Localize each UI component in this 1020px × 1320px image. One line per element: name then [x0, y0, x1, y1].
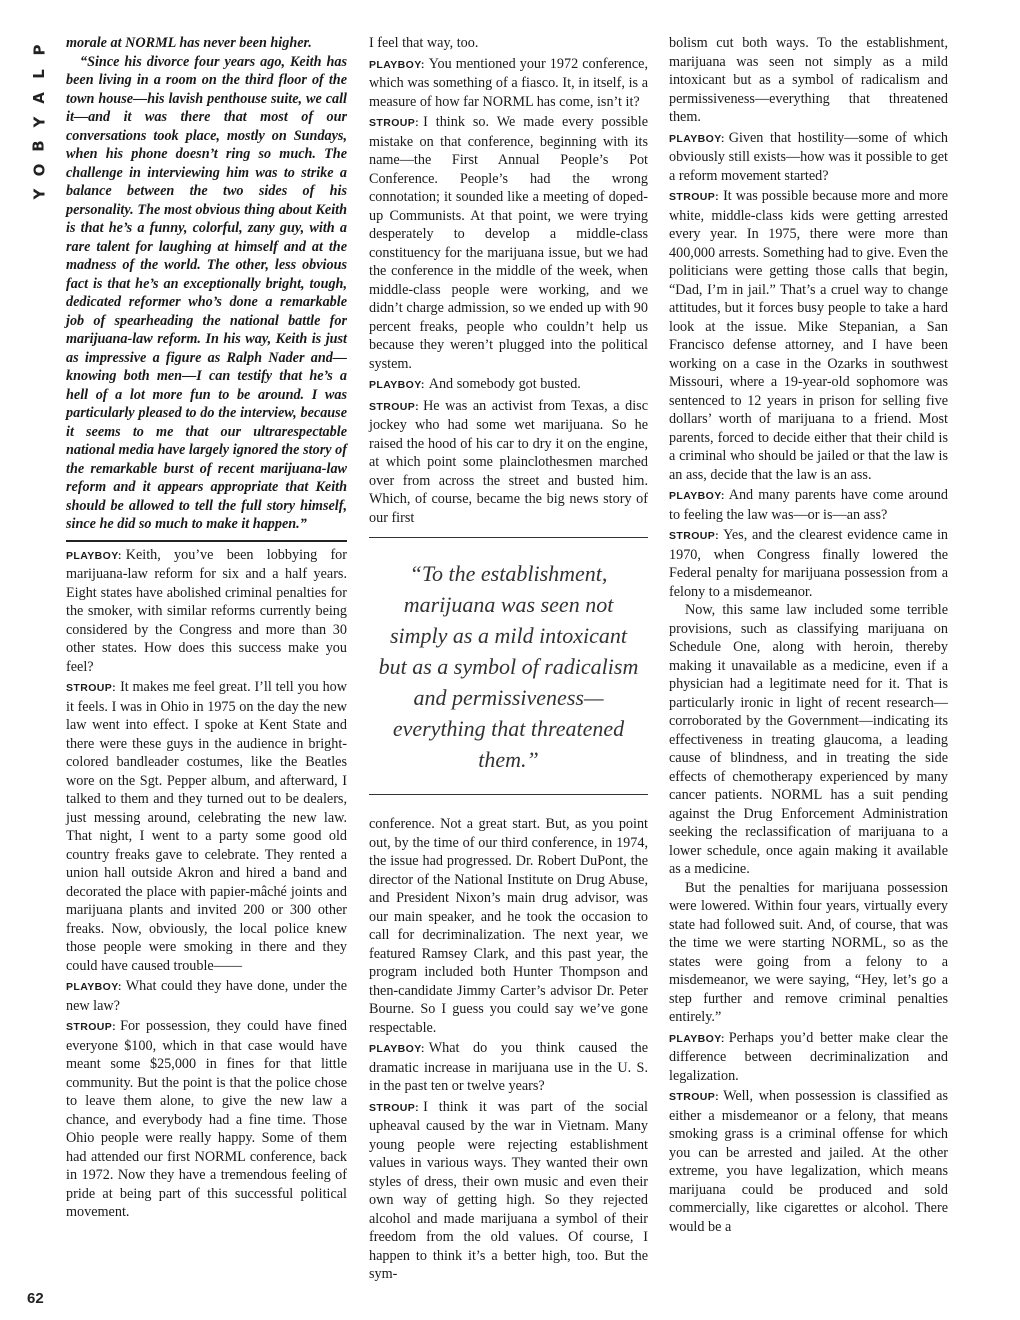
body-paragraph: But the penalties for marijuana possession were lowered. Within four years, virtually every state had followed suit. And, of course, that was the time we were starting NORML, so as the states were going from a felony to a misdemeanor, we were saying, “Hey, let’s go a step further and remove criminal penalties entirely.” [669, 879, 948, 1025]
side-tag-letter: O [29, 163, 48, 177]
intro-paragraph: morale at NORML has never been higher. [66, 35, 312, 51]
interview-answer: STROUP: Well, when possession is classified as either a misdemeanor or a felony, that means smoking grass is a criminal offense for which you can be arrested and jailed. At the other extreme, you have legalization, which means marijuana could be produced and sold commercially, like cigarettes or alcohol. There would be a [669, 1088, 948, 1235]
page-number: 62 [27, 1290, 44, 1307]
interview-question: PLAYBOY: What do you think caused the dramatic increase in marijuana use in the U. S. in the past ten or twelve years? [369, 1040, 648, 1094]
interview-question: PLAYBOY: And somebody got busted. [369, 376, 581, 392]
speaker-label: PLAYBOY: [66, 549, 122, 562]
column-1 [66, 34, 347, 1222]
speaker-label: PLAYBOY: [669, 1032, 725, 1045]
interview-question: PLAYBOY: Given that hostility—some of which obviously still exists—how was it possible to get a reform movement started? [669, 129, 948, 184]
side-tag-letter: P [30, 44, 48, 56]
section-divider [66, 540, 347, 542]
speaker-label: STROUP: [669, 191, 720, 203]
speaker-label: STROUP: [369, 400, 420, 413]
intro-paragraph: “Since his divorce four years ago, Keith has been living in a room on the third floor of the town house—his lavish penthouse suite, we call it—and it was there that most of our conversations took place, mostly on Sundays, when his phone doesn’t ring so much. The challenge in interviewing him was to strike a balance between the two sides of his personality. The most obvious thing about Keith is that he’s a funny, colorful, zany guy, with a rare talent for laughing at himself and at the madness of the world. The other, less obvious fact is that he’s an exceptionally bright, tough, dedicated reformer who’s done a remarkable job of spearheading the national battle for marijuana-law reform. In his way, Keith is just as impressive a figure as Ralph Nader and—knowing both men—I can testify that he’s a hell of a lot more fun to be around. I was particularly pleased to do the interview, because it seems to me that our ultrarespectable national media have largely ignored the story of the remarkable burst of recent marijuana-law reform and it appears appropriate that Keith should be allowed to tell the full story himself, since he did so much to make it happen.” [66, 53, 347, 532]
interview-question: PLAYBOY: You mentioned your 1972 conference, which was something of a fiasco. It, in itself, is a measure of how far NORML has come, isn’t it? [369, 55, 648, 110]
speaker-label: STROUP: [669, 1091, 720, 1103]
pull-quote [369, 537, 648, 795]
interview-answer: STROUP: It makes me feel great. I’ll tell you how it feels. I was in Ohio in 1975 on the day the new law went into effect. I spoke at Kent State and there were these guys in the audience in bright-colored bandleader costumes, like the Beatles wore on the Sgt. Pepper album, and afterward, I talked to them and they turned out to be dealers, just messing around, celebrating the new law. That night, I went to a party some good old country freaks gave to celebrate. They rented a union hall outside Akron and hired a band and decorated the place with papier-mâché joints and marijuana plants and invited 200 or 300 other freaks. Now, obviously, the local police knew those people were smoking in there and they could have caused trouble—— [66, 679, 347, 974]
speaker-label: PLAYBOY: [369, 379, 425, 391]
interview-answer: STROUP: It was possible because more and more white, middle-class kids were getting arrested every year. In 1975, there were more than 400,000 arrests. Something had to give. Even the politicians were getting those calls that begin, “Dad, I’m in jail.” That’s a cruel way to change attitudes, but it forces busy people to take a hard look at the issue. Mike Stepanian, a San Francisco defense attorney, and I have been working on a case in the Ozarks in southwest Missouri, where a 19-year-old sophomore was sentenced to 12 years in prison for selling five dollars’ worth of marijuana to a friend. Most parents, forced to decide either that their child is a criminal who should be jailed or that the law is an ass, decide that the law is an ass. [669, 188, 948, 483]
speaker-label: PLAYBOY: [66, 981, 122, 993]
speaker-label: PLAYBOY: [369, 1043, 425, 1055]
body-paragraph: bolism cut both ways. To the establishment, marijuana was seen not simply as a mild intoxicant but as a symbol of radicalism and permissiveness—everything that threatened them. [669, 35, 948, 125]
side-tag-letter: Y [30, 188, 48, 200]
interview-answer: STROUP: For possession, they could have fined everyone $100, which in that case would have meant some $25,000 in fines for that little community. But the point is that the police chose to leave them alone, to give the new law a chance, and everybody had a fine time. Those Ohio people were really happy. Some of them had attended our first NORML conference, back in 1972. Now they have a tremendous feeling of pride at being part of this successful political movement. [66, 1018, 347, 1220]
interview-question: PLAYBOY: And many parents have come around to feeling the law was—or is—an ass? [669, 487, 948, 523]
interview-answer: STROUP: He was an activist from Texas, a disc jockey who had some wet marijuana. So he raised the hood of his car to dry it on the engine, at which point some plainclothesmen marched over from across the street and busted him. Which, of course, became the big news story of our first [369, 397, 648, 526]
body-paragraph: Now, this same law included some terrible provisions, such as classifying marijuana on Schedule One, along with heroin, thereby making it unavailable as a medicine, even if a physician had a legitimate need for it. That is particularly ironic in light of recent research—corroborated by the Government—indicating its effectiveness in treating glaucoma, a leading cause of blindness, and in treating the side effects of chemotherapy experienced by many cancer patients. NORML has a suit pending against the Drug Enforcement Administration seeking the reclassification of marijuana to a lower schedule, once again making it available as a medicine. [669, 602, 948, 877]
speaker-label: STROUP: [66, 682, 117, 694]
magazine-side-tag [26, 38, 50, 206]
column-2-top [369, 34, 648, 527]
speaker-label: PLAYBOY: [669, 132, 725, 145]
interview-question: PLAYBOY: Perhaps you’d better make clear the difference between decriminalization and legalization. [669, 1029, 948, 1084]
column-2-bottom [369, 815, 648, 1284]
side-tag-letter: L [30, 69, 48, 79]
interview-question: PLAYBOY: Keith, you’ve been lobbying for marijuana-law reform for six and a half years. Eight states have abolished criminal penalties for the smoker, with similar reforms currently being considered by the Congress and more than 30 other states. How does this success make you feel? [66, 546, 347, 675]
speaker-label: STROUP: [369, 117, 420, 129]
side-tag-letter: A [29, 92, 48, 104]
body-paragraph: conference. Not a great start. But, as you point out, by the time of our third conference, in 1974, the issue had progressed. Dr. Robert DuPont, the director of the National Institute on Drug Abuse, and President Nixon’s main drug advisor, was our main speaker, and he took the occasion to call for decriminalization. The next year, we featured Ramsey Clark, and this past year, the program included both Hunter Thompson and then-candidate Jimmy Carter’s advisor Dr. Peter Bourne. So I guess you could say we’ve gone respectable. [369, 816, 648, 1036]
side-tag-letter: Y [30, 116, 48, 128]
column-3 [669, 34, 948, 1236]
speaker-label: PLAYBOY: [669, 490, 725, 502]
speaker-label: STROUP: [369, 1101, 420, 1114]
interview-answer: STROUP: Yes, and the clearest evidence came in 1970, when Congress finally lowered the Federal penalty for marijuana possession from a felony to a misdemeanor. [669, 527, 948, 600]
pull-quote-text: “To the establishment, marijuana was seen not simply as a mild intoxicant but as a symbol of radicalism and permissiveness—everything that threatened them.” [378, 560, 639, 772]
intro-text [66, 34, 347, 534]
body-paragraph: I feel that way, too. [369, 35, 479, 51]
speaker-label: STROUP: [669, 530, 720, 542]
interview-answer: STROUP: I think so. We made every possible mistake on that conference, beginning with its name—the First Annual People’s Pot Conference. People’s had the wrong connotation; it sounded like a meeting of doped-up Communists. At that point, we were trying desperately to develop a middle-class constituency for the marijuana issue, but we had the conference in the middle of the week, when middle-class people were working, and we didn’t charge admission, so we ended up with 90 percent freaks, people who couldn’t help us because they weren’t plugged into the political system. [369, 114, 648, 372]
interview-question: PLAYBOY: What could they have done, under the new law? [66, 978, 347, 1014]
speaker-label: PLAYBOY: [369, 58, 425, 71]
speaker-label: STROUP: [66, 1021, 117, 1033]
side-tag-letter: B [30, 140, 48, 152]
interview-answer: STROUP: I think it was part of the social upheaval caused by the war in Vietnam. Many young people were rejecting establishment values in various ways. They wanted their own styles of dress, their own music and even their own way of getting high. So they rejected alcohol and made marijuana a symbol of their freedom from the old values. Of course, I happen to think it’s a better high, too. But the sym- [369, 1098, 648, 1282]
